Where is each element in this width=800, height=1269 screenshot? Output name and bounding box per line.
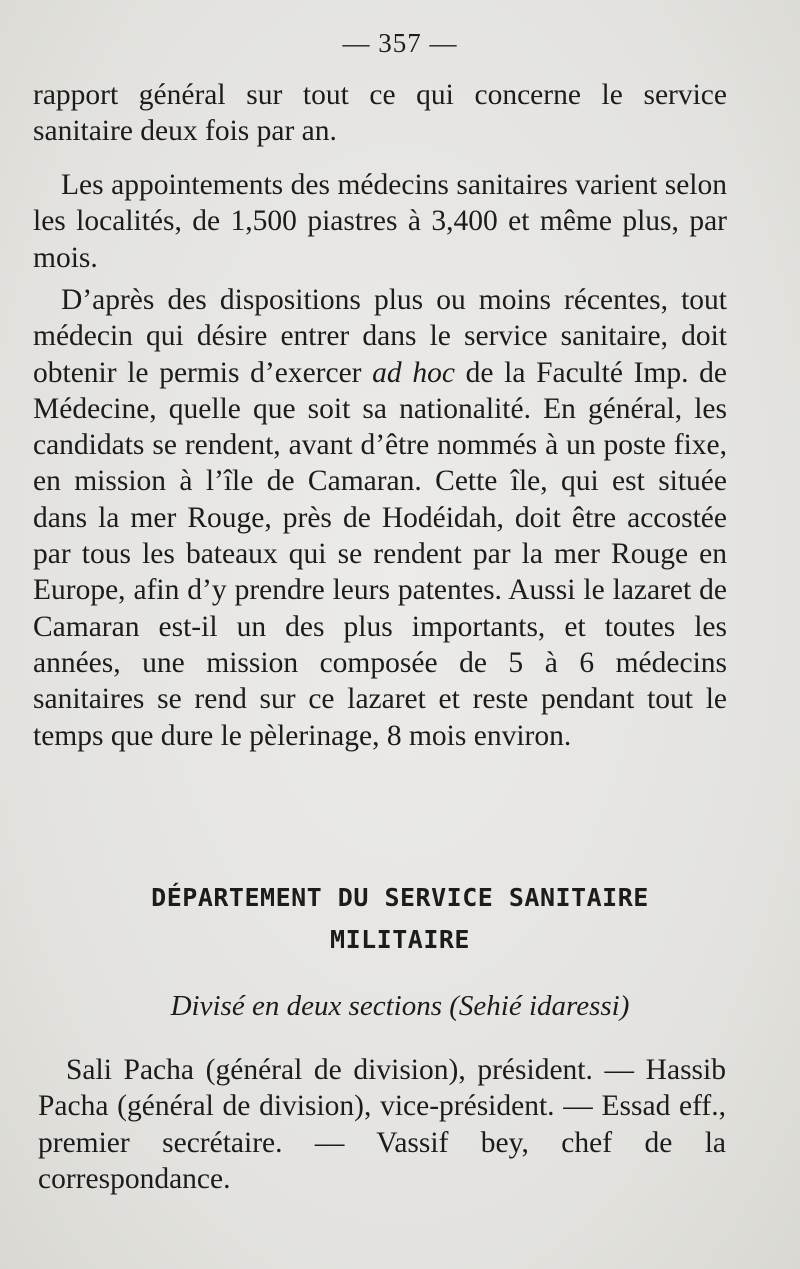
section-subheading: Divisé en deux sections (Sehié idaressi) xyxy=(170,990,630,1022)
page-number: — 357 — xyxy=(342,28,458,58)
paragraph-text xyxy=(33,282,727,754)
section-heading: DÉPARTEMENT DU SERVICE SANITAIRE xyxy=(151,883,649,912)
section-heading-continued: MILITAIRE xyxy=(330,925,470,954)
paragraph-text-part: D’après des dispositions plus ou moins récentes, tout médecin qui désire entrer dans le service sanitaire, doit obtenir le permis d’exercer xyxy=(33,284,727,389)
paragraph-text: Sali Pacha (général de division), président. — Hassib Pacha (général de division), vice-président. — Essad eff., premier secrétaire. — Vassif bey, chef de la correspondance. xyxy=(38,1054,726,1195)
paragraph-salaries xyxy=(33,167,727,276)
paragraph-requirements xyxy=(33,282,727,754)
paragraph-text: rapport général sur tout ce qui concerne le service sanitaire deux fois par an. xyxy=(33,79,727,148)
paragraph-text-part: de la Faculté Imp. de Médecine, quelle que soit sa nationalité. En général, les candidats se rendent, avant d’être nommés à un poste fixe, en mission à l’île de Camaran. Cette île, qui est située dans la mer Rouge, près de Hodéidah, doit être accostée par tous les bateaux qui se rendent par la mer Rouge en Europe, afin d’y prendre leurs patentes. Aussi le lazaret de Camaran est-il un des plus importants, et toutes les années, une mission composée de 5 à 6 médecins sanitaires se rend sur ce lazaret et reste pendant tout le temps que dure le pèlerinage, 8 mois environ. xyxy=(33,356,727,752)
italic-phrase: ad hoc xyxy=(372,356,455,389)
paragraph-text: Les appointements des médecins sanitaires varient selon les localités, de 1,500 piastres à 3,400 et même plus, par mois. xyxy=(33,169,727,274)
paragraph-continued xyxy=(33,77,727,150)
paragraph-staff xyxy=(38,1052,726,1197)
